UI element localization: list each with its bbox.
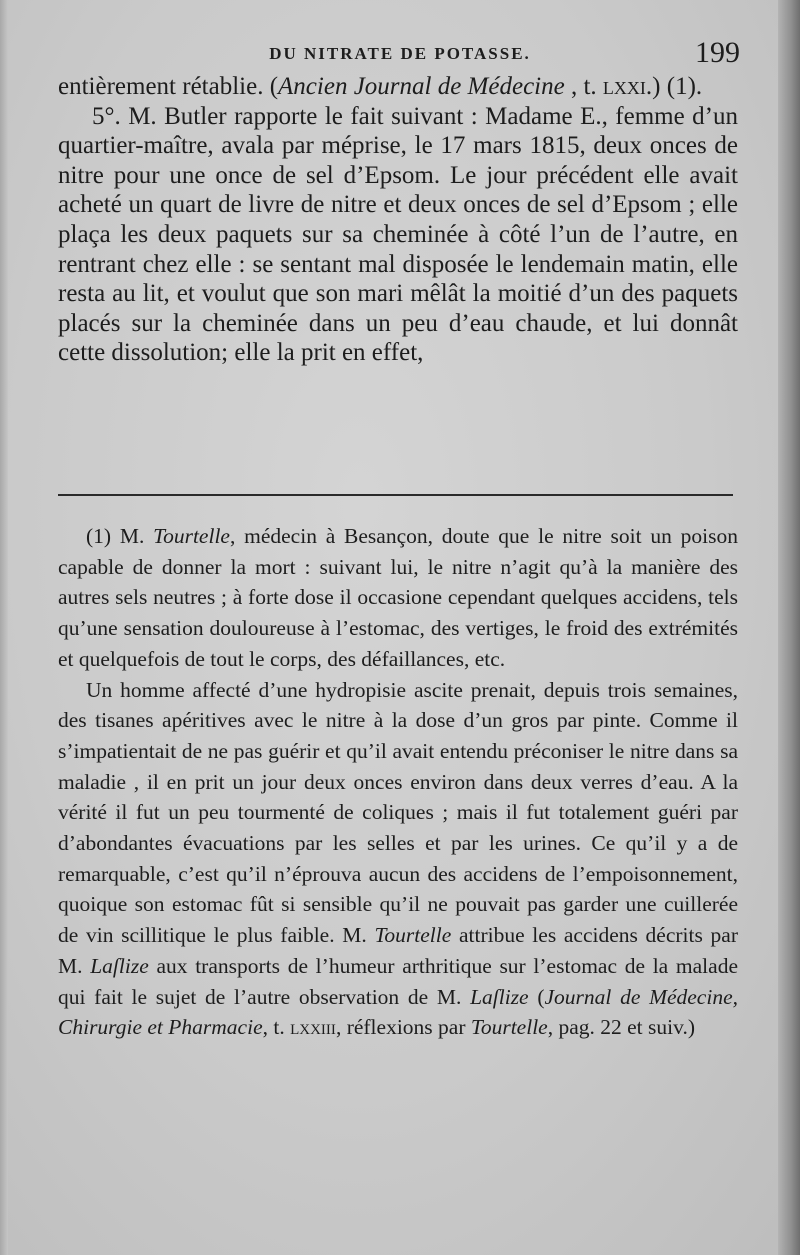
text-run: , t.	[564, 73, 603, 100]
footnotes	[58, 521, 738, 1043]
text-run: aux transports de l’humeur arthritique sur l’estomac de la malade qui fait le sujet de l’autre observation de M.	[58, 953, 738, 1009]
person-name: Tourtelle	[153, 524, 230, 548]
text-run: , médecin à Besançon, doute que le nitre soit un poison capable de donner la mort : suivant lui, le nitre n’agit qu’à la manière des autres sels neutres ; à forte dose il occasione cependant quelques accidens, tels qu’une sensation douloureuse à l’estomac, des vertiges, le froid des extrémités et quelquefois de tout le corps, des défaillances, etc.	[58, 524, 738, 671]
running-title: DU NITRATE DE POTASSE.	[269, 44, 531, 63]
running-head	[60, 36, 740, 72]
person-name: Laſlize	[90, 953, 149, 978]
main-text	[58, 72, 738, 368]
text-run: , pag. 22 et suiv.)	[547, 1015, 696, 1040]
paragraph-continuation	[58, 72, 738, 102]
person-name: Laſlize	[470, 984, 529, 1009]
citation-title: Ancien Journal de Médecine	[278, 73, 565, 100]
text-run: (1) M.	[86, 524, 154, 548]
person-name: Tourtelle	[374, 923, 452, 948]
text-run: attribue les accidens décrits par M.	[58, 923, 738, 978]
footnote-1-continued	[58, 675, 738, 1043]
page-left-edge	[0, 0, 8, 1255]
text-run: entièrement rétablie. (	[58, 73, 279, 100]
footnote-rule	[58, 494, 733, 496]
citation-title: Journal de Médecine, Chirurgie et Pharmacie	[58, 984, 738, 1040]
volume-number: lxxiii	[290, 1015, 336, 1040]
text-run: .) (1).	[645, 73, 703, 100]
page-right-edge-shadow	[778, 0, 800, 1255]
person-name: Tourtelle	[470, 1015, 548, 1040]
footnote-1	[58, 521, 738, 675]
text-run: (	[528, 984, 545, 1009]
volume-number: lxxi	[602, 73, 646, 100]
page-number: 199	[695, 36, 740, 69]
paragraph-case-5: 5°. M. Butler rapporte le fait suivant : Madame E., femme d’un quartier-maître, avala par méprise, le 17 mars 1815, deux onces de nitre pour une once de sel d’Epsom. Le jour précédent elle avait acheté un quart de livre de nitre et deux onces de sel d’Epsom ; elle plaça les deux paquets sur sa cheminée à côté l’un de l’autre, en rentrant chez elle : se sentant mal disposée le lendemain matin, elle resta au lit, et voulut que son mari mêlât la moitié d’un des paquets placés sur la cheminée dans un peu d’eau chaude, et lui donnât cette dissolution; elle la prit en effet,	[58, 102, 738, 367]
text-run: , réflexions par	[335, 1015, 471, 1040]
text-run: Un homme affecté d’une hydropisie ascite prenait, depuis trois semaines, des tisanes apéritives avec le nitre à la dose d’un gros par pinte. Comme il s’impatientait de ne pas guérir et qu’il avait entendu préconiser le nitre dans sa maladie , il en prit un jour deux onces environ dans deux verres d’eau. A la vérité il fut un peu tourmenté de coliques ; mais il fut totalement guéri par d’abondantes évacuations par les selles et par les urines. Ce qu’il y a de remarquable, c’est qu’il n’éprouva aucun des accidens de l’empoisonnement, quoique son estomac fût si sensible qu’il ne pouvait pas garder une cuillerée de vin scillitique le plus faible. M.	[58, 677, 738, 948]
text-run: , t.	[262, 1015, 291, 1040]
